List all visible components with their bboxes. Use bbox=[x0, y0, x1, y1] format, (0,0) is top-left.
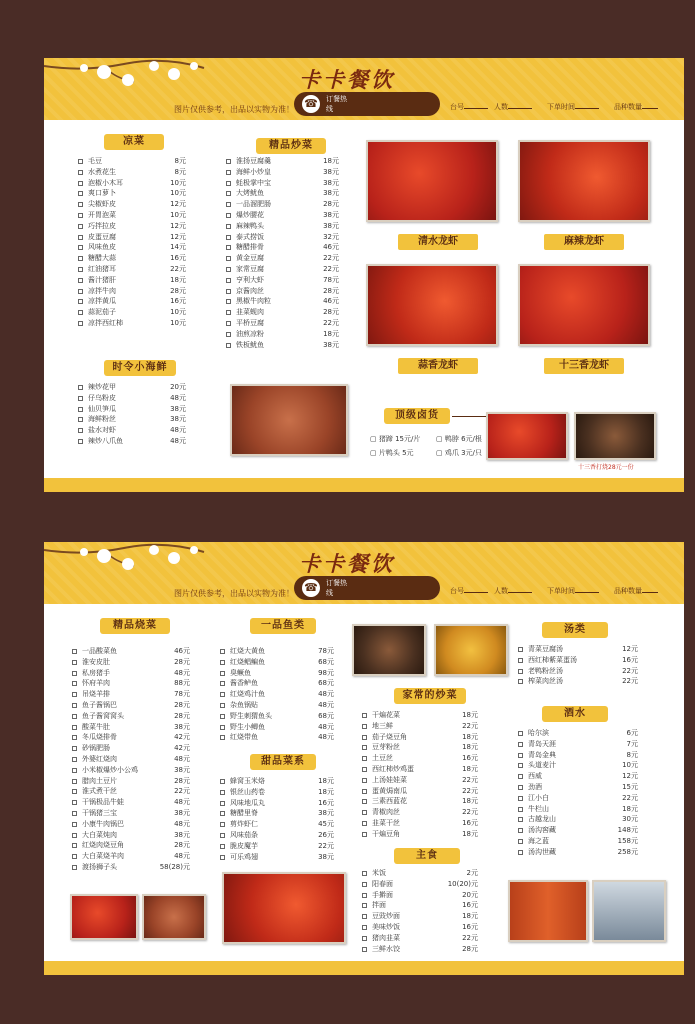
list-item[interactable]: 手擀面 20元 bbox=[362, 890, 478, 901]
list-item[interactable]: 西红柿炒鸡蛋 18元 bbox=[362, 764, 478, 775]
list-item[interactable]: 巧拌拉皮 12元 bbox=[78, 221, 186, 232]
list-item[interactable]: 黑椒牛肉粒 46元 bbox=[226, 296, 339, 307]
caption-shrimp: 十三香龙虾 bbox=[544, 358, 624, 374]
list-item[interactable]: 土豆丝 16元 bbox=[362, 753, 478, 764]
list-item[interactable]: 小康牛肉锅巴 48元 bbox=[72, 819, 190, 830]
list-item[interactable]: 剪炸虾仁 45元 bbox=[220, 819, 334, 830]
list-item[interactable]: 蛋黄焗南瓜 22元 bbox=[362, 786, 478, 797]
list-item[interactable]: 小米椒爆炒小公鸡 38元 bbox=[72, 765, 190, 776]
list-item[interactable]: 红油猪耳 22元 bbox=[78, 264, 186, 275]
list-item[interactable]: 猪肉韭菜 22元 bbox=[362, 933, 478, 944]
footer-band bbox=[44, 478, 684, 492]
list-item[interactable]: ▢ 鸭脖 6元/根 bbox=[436, 435, 482, 443]
list-item[interactable]: 韭菜蚬肉 28元 bbox=[226, 307, 339, 318]
photo-shrimp-suanxiang bbox=[366, 264, 498, 346]
list-item[interactable]: 青岛天涯 7元 bbox=[518, 739, 638, 750]
list-item[interactable]: 红烧鲳鳊鱼 68元 bbox=[220, 657, 334, 668]
list-item[interactable]: 冬瓜烧排骨 42元 bbox=[72, 732, 190, 743]
disclaimer: 图片仅供参考，出品以实物为准！ bbox=[174, 589, 294, 598]
list-item[interactable]: 大白菜炖肉 38元 bbox=[72, 830, 190, 841]
list-item[interactable]: 干锅猪三宝 38元 bbox=[72, 808, 190, 819]
photo-dish bbox=[222, 872, 346, 944]
list-item[interactable]: 风味茄条 26元 bbox=[220, 830, 334, 841]
phone-icon: ☎ bbox=[302, 95, 320, 113]
plum-blossom-icon bbox=[44, 542, 214, 582]
list-item[interactable]: 爽口萝卜 10元 bbox=[78, 188, 186, 199]
list-item[interactable]: 西红柿紫菜蛋汤 16元 bbox=[518, 655, 638, 666]
info-item-count: 品种数量 bbox=[614, 586, 658, 596]
promo-text: 十三香打烧28元一份 bbox=[578, 464, 634, 471]
photo-liquor-box bbox=[592, 880, 666, 942]
hotline-box bbox=[294, 576, 440, 600]
list-item[interactable]: 盐水对虾 48元 bbox=[78, 425, 186, 436]
section-title-chaocai: 精品炒菜 bbox=[256, 138, 326, 154]
list-item[interactable]: 一品酸菜鱼 46元 bbox=[72, 646, 190, 657]
brand-title: 卡卡餐饮 bbox=[299, 552, 395, 576]
list-item[interactable]: 凉拌黄瓜 16元 bbox=[78, 296, 186, 307]
photo-dish bbox=[352, 624, 426, 676]
list-jiachang bbox=[362, 710, 478, 840]
section-title-tang: 汤类 bbox=[542, 622, 608, 638]
list-item[interactable]: 豆芽粉丝 18元 bbox=[362, 742, 478, 753]
list-item[interactable]: 铁板鱿鱼 38元 bbox=[226, 340, 339, 351]
list-item[interactable]: 美味炒饭 16元 bbox=[362, 922, 478, 933]
list-item[interactable]: 青椒肉丝 22元 bbox=[362, 807, 478, 818]
list-item[interactable]: 红烧大黄鱼 78元 bbox=[220, 646, 334, 657]
section-title-liangcai: 凉菜 bbox=[104, 134, 164, 150]
list-item[interactable]: 榨菜肉丝汤 22元 bbox=[518, 676, 638, 687]
list-item[interactable]: 尖椒虾皮 12元 bbox=[78, 199, 186, 210]
list-item[interactable]: 平桥豆腐 22元 bbox=[226, 318, 339, 329]
photo-liquor-bottles bbox=[508, 880, 588, 942]
list-item[interactable]: 京酱肉丝 28元 bbox=[226, 286, 339, 297]
photo-dish bbox=[70, 894, 138, 940]
list-item[interactable]: 地三鲜 22元 bbox=[362, 721, 478, 732]
caption-shrimp: 清水龙虾 bbox=[398, 234, 478, 250]
list-item[interactable]: 酸菜牛肚 38元 bbox=[72, 722, 190, 733]
list-item[interactable]: ▢ 鸡爪 3元/只 bbox=[436, 449, 482, 457]
info-order-time: 下单时间 bbox=[547, 102, 599, 112]
photo-shrimp-mala bbox=[518, 140, 650, 222]
list-item[interactable]: 海之蓝 158元 bbox=[518, 836, 638, 847]
list-item[interactable]: 糖醋里脊 38元 bbox=[220, 808, 334, 819]
list-item[interactable]: 腊肉土豆片 28元 bbox=[72, 776, 190, 787]
section-title-yu: 一品鱼类 bbox=[250, 618, 316, 634]
list-item[interactable]: 砂锅肥肠 42元 bbox=[72, 743, 190, 754]
section-title-shaocai: 精品烧菜 bbox=[100, 618, 170, 634]
list-item[interactable]: 糖醋排骨 46元 bbox=[226, 242, 339, 253]
list-item[interactable]: ▢ 片鸭头 5元 bbox=[370, 449, 414, 457]
list-item[interactable]: 仙贝笋瓜 38元 bbox=[78, 404, 186, 415]
list-item[interactable]: 干锅极品牛蛙 48元 bbox=[72, 797, 190, 808]
info-item-count: 品种数量 bbox=[614, 102, 658, 112]
disclaimer: 图片仅供参考，出品以实物为准！ bbox=[174, 105, 294, 114]
list-item[interactable]: 水煮花生 8元 bbox=[78, 167, 186, 178]
list-item[interactable]: 头道麦汁 10元 bbox=[518, 760, 638, 771]
list-item[interactable]: 哈尔滨 6元 bbox=[518, 728, 638, 739]
list-item[interactable]: 银丝山药卷 18元 bbox=[220, 787, 334, 798]
list-item[interactable]: 干煸豆角 18元 bbox=[362, 829, 478, 840]
list-item[interactable]: 大白菜烧羊肉 48元 bbox=[72, 851, 190, 862]
photo-luwei bbox=[486, 412, 568, 460]
list-item[interactable]: 辣炒花甲 20元 bbox=[78, 382, 186, 393]
list-chaocai bbox=[226, 156, 339, 350]
menu-sheet-bottom bbox=[44, 542, 684, 975]
list-item[interactable]: 干煸花菜 18元 bbox=[362, 710, 478, 721]
list-item[interactable]: 可乐鸡翅 38元 bbox=[220, 852, 334, 863]
list-item[interactable]: 油煎凉粉 18元 bbox=[226, 329, 339, 340]
list-item[interactable]: 野生小鲫鱼 48元 bbox=[220, 722, 334, 733]
list-item[interactable]: 海鲜粉丝 38元 bbox=[78, 414, 186, 425]
list-item[interactable]: 淮扬豆腐羹 18元 bbox=[226, 156, 339, 167]
footer-band bbox=[44, 961, 684, 975]
list-item[interactable]: 毛豆 8元 bbox=[78, 156, 186, 167]
list-item[interactable]: 黄金豆腐 22元 bbox=[226, 253, 339, 264]
info-order-time: 下单时间 bbox=[547, 586, 599, 596]
list-item[interactable]: 大烤鱿鱼 38元 bbox=[226, 188, 339, 199]
list-item[interactable]: 酱汁猪肝 18元 bbox=[78, 275, 186, 286]
list-item[interactable]: 私房猪手 48元 bbox=[72, 668, 190, 679]
list-item[interactable]: 淮安皮肚 28元 bbox=[72, 657, 190, 668]
list-item[interactable]: 渡扬狮子头 58(28)元 bbox=[72, 862, 190, 873]
list-jiu bbox=[518, 728, 638, 858]
list-item[interactable]: 蚝极掌中宝 38元 bbox=[226, 178, 339, 189]
section-title-zhushi: 主食 bbox=[394, 848, 460, 864]
list-item[interactable]: 红烧鸡汁鱼 48元 bbox=[220, 689, 334, 700]
list-item[interactable]: 拌面 16元 bbox=[362, 900, 478, 911]
list-item[interactable]: 阳春面 10(20)元 bbox=[362, 879, 478, 890]
photo-luwei bbox=[574, 412, 656, 460]
hotline-label: 订餐热线 bbox=[326, 95, 347, 113]
list-item[interactable]: 泡椒小木耳 10元 bbox=[78, 178, 186, 189]
list-item[interactable]: 豆豉炒面 18元 bbox=[362, 911, 478, 922]
list-item[interactable]: 皮蛋豆腐 12元 bbox=[78, 232, 186, 243]
section-title-jiu: 酒水 bbox=[542, 706, 608, 722]
info-table-no: 台号 bbox=[450, 586, 488, 596]
menu-sheet-top bbox=[44, 58, 684, 492]
info-table-no: 台号 bbox=[450, 102, 488, 112]
list-item[interactable]: 蒜泥茄子 10元 bbox=[78, 307, 186, 318]
list-item[interactable]: 鱼子酱窝窝头 28元 bbox=[72, 711, 190, 722]
list-item[interactable]: 辣炒八爪鱼 48元 bbox=[78, 436, 186, 447]
list-item[interactable]: 凉拌牛肉 28元 bbox=[78, 286, 186, 297]
list-item[interactable]: 蜂窝玉米烙 18元 bbox=[220, 776, 334, 787]
list-item[interactable]: 汤沟世藏 258元 bbox=[518, 847, 638, 858]
list-item[interactable]: 劲酒 15元 bbox=[518, 782, 638, 793]
list-item[interactable]: 老鸭粉丝汤 22元 bbox=[518, 666, 638, 677]
list-item[interactable]: 西威 12元 bbox=[518, 771, 638, 782]
list-item[interactable]: 红烧带鱼 48元 bbox=[220, 732, 334, 743]
list-shaocai bbox=[72, 646, 190, 873]
photo-shrimp-shisanxiang bbox=[518, 264, 650, 346]
hotline-label: 订餐热线 bbox=[326, 579, 347, 597]
brand-title: 卡卡餐饮 bbox=[299, 68, 395, 92]
list-item[interactable]: 亨利大虾 78元 bbox=[226, 275, 339, 286]
list-haixian bbox=[78, 382, 186, 447]
list-item[interactable]: 爆炒腰花 38元 bbox=[226, 210, 339, 221]
caption-shrimp: 蒜香龙虾 bbox=[398, 358, 478, 374]
list-item[interactable]: 海鲜小炒皇 38元 bbox=[226, 167, 339, 178]
info-people: 人数 bbox=[494, 586, 532, 596]
list-item[interactable]: 麻辣鸭头 38元 bbox=[226, 221, 339, 232]
list-item[interactable]: 开胃泡菜 10元 bbox=[78, 210, 186, 221]
list-item[interactable]: 糖醋大蒜 16元 bbox=[78, 253, 186, 264]
list-item[interactable]: 青菜豆腐汤 12元 bbox=[518, 644, 638, 655]
list-item[interactable]: 茄子烧豆角 18元 bbox=[362, 732, 478, 743]
list-item[interactable]: 泰式捞饭 32元 bbox=[226, 232, 339, 243]
section-title-jiachang: 家常的炒菜 bbox=[394, 688, 466, 704]
list-item[interactable]: 古越龙山 30元 bbox=[518, 814, 638, 825]
phone-icon: ☎ bbox=[302, 579, 320, 597]
list-tiancai bbox=[220, 776, 334, 862]
list-item[interactable]: ▢ 猪蹄 15元/片 bbox=[370, 435, 421, 443]
list-item[interactable]: 怀府羊肉 88元 bbox=[72, 678, 190, 689]
list-item[interactable]: 脆皮魔芋 22元 bbox=[220, 841, 334, 852]
list-tang bbox=[518, 644, 638, 687]
plum-blossom-icon bbox=[44, 58, 214, 98]
photo-dish bbox=[434, 624, 508, 676]
section-title-luwei: 顶级卤货 bbox=[384, 408, 450, 424]
list-luwei bbox=[370, 434, 486, 460]
list-item[interactable]: 野生刺猬鱼头 68元 bbox=[220, 711, 334, 722]
section-title-haixian: 时令小海鲜 bbox=[104, 360, 176, 376]
list-item[interactable]: 臭鳜鱼 98元 bbox=[220, 668, 334, 679]
photo-shrimp-qingshui bbox=[366, 140, 498, 222]
list-item[interactable]: 鱼子酱锅巴 28元 bbox=[72, 700, 190, 711]
list-item[interactable]: 米饭 2元 bbox=[362, 868, 478, 879]
list-item[interactable]: 酱香鲈鱼 68元 bbox=[220, 678, 334, 689]
list-item[interactable]: 淮式煮干丝 22元 bbox=[72, 786, 190, 797]
list-item[interactable]: 江小白 22元 bbox=[518, 793, 638, 804]
photo-dish bbox=[230, 384, 348, 456]
list-item[interactable]: 外婆红烧肉 48元 bbox=[72, 754, 190, 765]
list-item[interactable]: 杂鱼锅贴 48元 bbox=[220, 700, 334, 711]
info-people: 人数 bbox=[494, 102, 532, 112]
caption-shrimp: 麻辣龙虾 bbox=[544, 234, 624, 250]
list-item[interactable]: 风味鱼皮 14元 bbox=[78, 242, 186, 253]
list-item[interactable]: 红烧肉烧豆角 28元 bbox=[72, 840, 190, 851]
list-zhushi bbox=[362, 868, 478, 954]
list-item[interactable]: 汤沟窖藏 148元 bbox=[518, 825, 638, 836]
list-item[interactable]: 吊烧羊排 78元 bbox=[72, 689, 190, 700]
list-item[interactable]: 三鲜水饺 28元 bbox=[362, 944, 478, 955]
list-item[interactable]: 青岛金典 8元 bbox=[518, 750, 638, 761]
list-yu bbox=[220, 646, 334, 743]
list-item[interactable]: 牛栏山 18元 bbox=[518, 804, 638, 815]
list-liangcai bbox=[78, 156, 186, 329]
list-item[interactable]: 上汤娃娃菜 22元 bbox=[362, 775, 478, 786]
section-title-tiancai: 甜品菜系 bbox=[250, 754, 316, 770]
list-item[interactable]: 风味地瓜丸 16元 bbox=[220, 798, 334, 809]
list-item[interactable]: 一品溜肥肠 28元 bbox=[226, 199, 339, 210]
menu-header bbox=[44, 58, 684, 120]
list-item[interactable]: 韭菜干丝 16元 bbox=[362, 818, 478, 829]
list-item[interactable]: 仔乌粉皮 48元 bbox=[78, 393, 186, 404]
menu-header bbox=[44, 542, 684, 604]
list-item[interactable]: 三素西蓝花 18元 bbox=[362, 796, 478, 807]
list-item[interactable]: 凉拌西红柿 10元 bbox=[78, 318, 186, 329]
photo-dish bbox=[142, 894, 206, 940]
hotline-box bbox=[294, 92, 440, 116]
list-item[interactable]: 家常豆腐 22元 bbox=[226, 264, 339, 275]
